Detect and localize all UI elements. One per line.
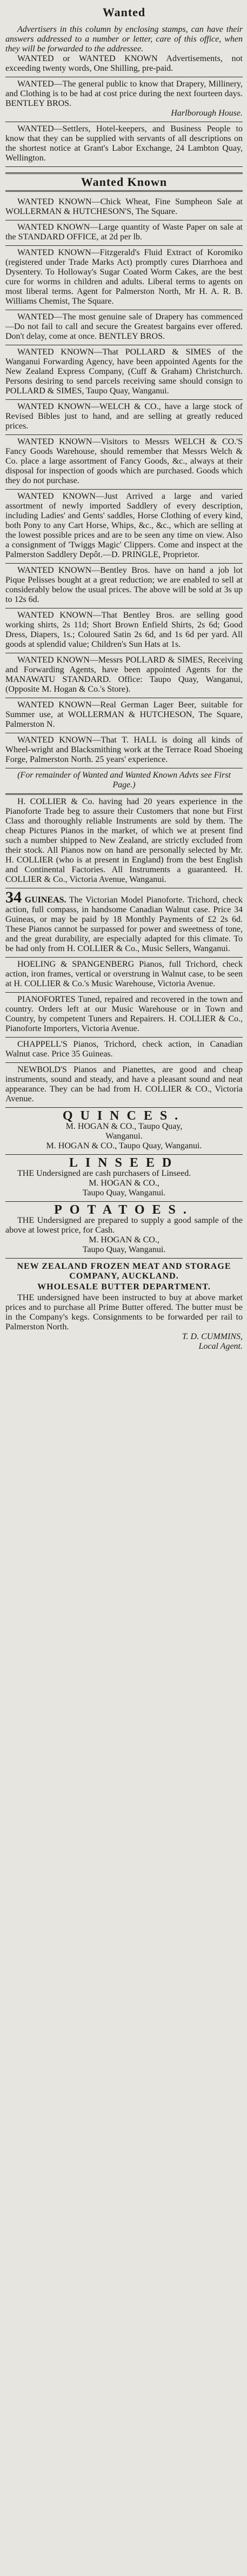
wanted-known-title: Wanted Known <box>5 172 243 192</box>
linseed-title: LINSEED <box>69 1156 179 1170</box>
ad-text: WANTED—The most genuine sale of Drapery has commenced—Do not fail to call and secure the Greatest bargains ever offered. Don't delay, come at once. BENTLEY BROS. <box>5 312 243 341</box>
potatoes-line-1: THE Undersigned are prepared to supply a good sample of the above at lowest price, for Cash. <box>5 1216 243 1235</box>
ad-hoeling <box>5 958 243 993</box>
ad-text: WANTED KNOWN—That Bentley Bros. are selling good working shirts, 2s 11d; Short Brown Enfield Shirts, 2s 6d; Good Dress, Diapers, 1s.; Coloured Satin 2s 6d, and 1s 6d per yard. All goods at splendid value; Children's Sun Hats at 1s. <box>5 611 243 649</box>
guineas-text: The Victorian Model Pianoforte. Trichord, check action, full compass, in handsome Canadian Walnut case. Price 34 Guineas, or may be paid by 18 Monthly Payments of £2 2s 6d. These Pianos cannot be surpassed for power and sweetness of tone, and the great durability, are especially adapted for this climate. To be had only from H. COLLIER & Co., Music Sellers, Wanganui. <box>5 895 243 953</box>
potatoes-line-2: M. HOGAN & CO., <box>89 1235 159 1244</box>
ad-text: HOELING & SPANGENBERG Pianos, full Trichord, check action, iron frames, vertical or overstrung in Walnut case, to be seen at H. COLLIER & Co.'s Music Warehouse, Victoria Avenue. <box>5 960 243 988</box>
ad-pianofortes <box>5 993 243 1038</box>
ad-text: WANTED KNOWN—Chick Wheat, Fine Sumpheon Sale at WOLLERMAN & HUTCHESON'S, The Square. <box>5 197 243 216</box>
ad-welch-visitors <box>5 435 243 490</box>
ad-text: WANTED—Settlers, Hotel-keepers, and Business People to know that they can be supplied with servants of all descriptions on the shortest notice at Grant's Labor Exchange, 24 Lambton Quay, Wellington. <box>5 124 243 163</box>
ad-saddlery <box>5 490 243 564</box>
ad-text: WANTED KNOWN—That T. HALL is doing all kinds of Wheel-wright and Blacksmithing work at the Terrace Road Shoeing Forge, Palmerston North. 25 years' experience. <box>5 735 243 764</box>
ad-public-notice <box>5 77 243 122</box>
ad-lager-beer <box>5 698 243 733</box>
intro-notice <box>5 23 243 77</box>
ad-guineas <box>5 888 243 958</box>
ad-text: WANTED KNOWN—Large quantity of Waste Paper on sale at the STANDARD OFFICE, at 2d per lb. <box>5 223 243 242</box>
linseed-line-1: THE Undersigned are cash purchasers of Linseed. <box>17 1169 191 1178</box>
ad-linseed <box>5 1155 243 1202</box>
ad-text: CHAPPELL'S Pianos, Trichord, check action, in Canadian Walnut case. Price 35 Guineas. <box>5 1040 243 1059</box>
ad-pollard-agency <box>5 345 243 400</box>
ad-text: (For remainder of Wanted and Wanted Known Advts see First Page.) <box>17 771 231 789</box>
guineas-number: 34 <box>5 888 22 906</box>
ad-text: WANTED—The general public to know that Drapery, Millinery, and Clothing is to be had at cost price during the next fourteen days. BENTLEY BROS. <box>5 79 243 108</box>
ad-potatoes <box>5 1202 243 1259</box>
linseed-line-2: M. HOGAN & CO., <box>89 1179 159 1188</box>
ad-chappell <box>5 1038 243 1063</box>
ad-text <box>5 888 243 954</box>
potatoes-line-3: Taupo Quay, Wanganui. <box>82 1245 166 1254</box>
ad-text: WANTED KNOWN—Just Arrived a large and varied assortment of newly imported Saddlery of every description, including Ladies' and Gents' saddles, Horse Clothing of every kind, both Pony to any Cart Horse, Whips, &c., &c., which are selling at the lowest possible prices and are to be seen any time on view. Also a consignment of 'Twiggs Magic' Clippers. Come and inspect at the Palmerston Saddlery Depôt.—D. PRINGLE, Proprietor. <box>5 492 243 559</box>
ad-welch-bibles <box>5 400 243 435</box>
ad-quinces <box>5 1108 243 1155</box>
frozen-signature: T. D. CUMMINS, <box>182 1332 243 1341</box>
ad-text: WANTED KNOWN—WELCH & CO., have a large stock of Revised Bibles just to hand, and are selling at greatly reduced prices. <box>5 402 243 431</box>
ad-newbold <box>5 1063 243 1108</box>
frozen-title: NEW ZEALAND FROZEN MEAT AND STORAGE COMPANY, AUCKLAND. <box>17 1262 231 1281</box>
ad-collier-experience <box>5 795 243 888</box>
ad-bentley-pelisses <box>5 564 243 608</box>
quinces-line-3: M. HOGAN & CO., Taupo Quay, Wanganui. <box>46 1141 202 1150</box>
ad-hall-forge <box>5 733 243 768</box>
linseed-line-3: Taupo Quay, Wanganui. <box>82 1188 166 1197</box>
ad-text: WANTED KNOWN—Visitors to Messrs WELCH & CO.'S Fancy Goods Warehouse, should remember that Messrs Welch & Co. place a large assortment of Fancy Goods, &c., always at their disposal for inspection of goods which are purchased. Goods which they do not purchase. <box>5 437 243 485</box>
ad-text: H. COLLIER & Co. having had 20 years experience in the Pianoforte Trade beg to assure their Customers that none but First Class and thoroughly reliable Instruments are sold by them. The cheap Pictures Pianos in the market, of which we at present find such a number shipped to New Zealand, are strictly excluded from their stock. All Pianos now on hand are personally selected by Mr. H. COLLIER (who is at present in England) from the best English and Continental Factories. All Instruments a guaranteed. H. COLLIER & Co., Victoria Avenue, Wanganui. <box>5 797 243 884</box>
potatoes-title: POTATOES. <box>54 1203 194 1217</box>
ad-most-genuine <box>5 310 243 345</box>
ad-settlers <box>5 122 243 167</box>
ad-text: PIANOFORTES Tuned, repaired and recovered in the town and country. Orders left at our Music Warehouse or in Town and Country, by competent Tuners and Repairers. H. COLLIER & Co., Pianoforte Importers, Victoria Avenue. <box>5 995 243 1033</box>
ad-remainder <box>5 768 243 795</box>
ad-text: WANTED KNOWN—That POLLARD & SIMES of the Wanganui Forwarding Agency, have been appointed Agents for the New Zealand Express Company, (Cuff & Graham) Christchurch. Persons desiring to send parcels receiving same should consign to POLLARD & SIMES, Taupo Quay, Wanganui. <box>5 347 243 396</box>
ad-pollard-simes <box>5 653 243 698</box>
ad-chick-wheat <box>5 195 243 220</box>
ad-text: NEWBOLD'S Pianos and Pianettes, are good and cheap instruments, sound and steady, and have a pleasant sound and neat appearance. They can be had from H. COLLIER & CO., Victoria Avenue. <box>5 1065 243 1103</box>
quinces-title: QUINCES. <box>62 1109 186 1123</box>
ad-frozen-meat <box>5 1259 243 1355</box>
intro-text-2: WANTED or WANTED KNOWN Advertisements, not exceeding twenty words, One Shilling, pre-paid. <box>5 54 243 73</box>
section-title: Wanted <box>102 5 146 19</box>
ad-text: WANTED KNOWN—Messrs POLLARD & SIMES, Receiving and Forwarding Agents, have been appointed Agents for the MANAWATU STANDARD. Office: Taupo Quay, Wanganui, (Opposite M. Hogan & Co.'s Store). <box>5 655 243 694</box>
frozen-text: THE undersigned have been instructed to buy at above market prices and to purchase all Prime Butter offered. The butter must be in the Company's kegs. Consignments to be forwarded per rail to Palmerston North. <box>5 1293 243 1332</box>
guineas-title: GUINEAS. <box>24 895 66 905</box>
ad-text: WANTED KNOWN—Fitzgerald's Fluid Extract of Koromiko (registered under Trade Marks Act) promptly cures Diarrhoea and Dysentery. To Holloway's Sugar Coated Worm Cakes, are the best cure for worms in children and adults. Liberal terms to agents on most liberal terms. Agent for Palmerston North, Mr H. A. R. B. Williams Chemist, The Square. <box>5 248 243 306</box>
frozen-subtitle: WHOLESALE BUTTER DEPARTMENT. <box>37 1282 211 1292</box>
quinces-line-1: M. HOGAN & CO., Taupo Quay, <box>65 1122 183 1131</box>
ad-signature: Harlborough House. <box>171 109 243 118</box>
frozen-role: Local Agent. <box>198 1342 243 1351</box>
ad-fitzgerald <box>5 246 243 310</box>
ad-text: WANTED KNOWN—Bentley Bros. have on hand a job lot Pique Pelisses bought at a great reduction; we are enabled to sell at considerably below the usual prices. The above will be sold at 3s up to 12s 6d. <box>5 566 243 604</box>
ad-waste-paper <box>5 220 243 246</box>
ad-text: WANTED KNOWN—Real German Lager Beer, suitable for Summer use, at WOLLERMAN & HUTCHESON, The Square, Palmerston N. <box>5 700 243 729</box>
intro-text-1: Advertisers in this column by enclosing stamps, can have their answers addressed to a number or letter, care of this office, when they will be forwarded to the addressee. <box>5 25 243 53</box>
quinces-line-2: Wanganui. <box>105 1132 143 1141</box>
ad-bentley-shirts <box>5 608 243 653</box>
